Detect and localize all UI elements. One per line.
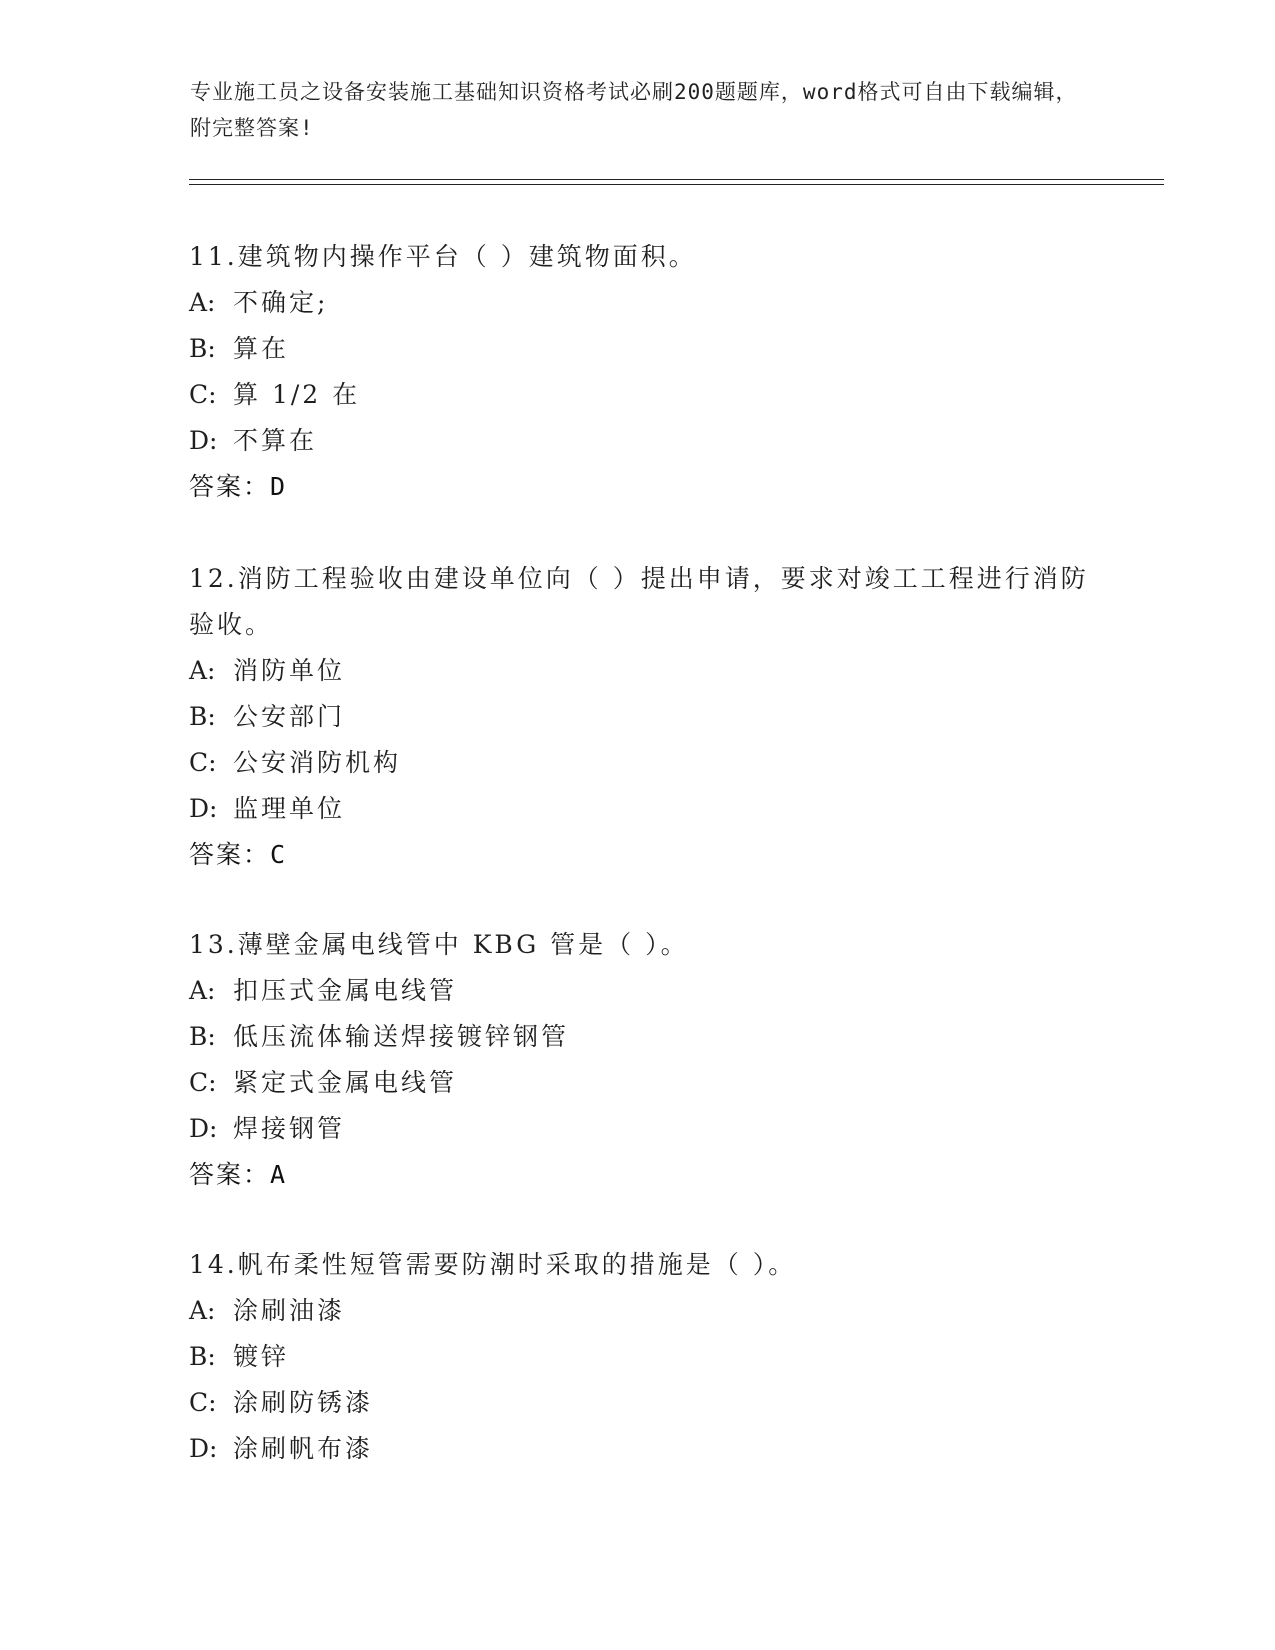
option-text: 公安部门 bbox=[233, 702, 346, 731]
option-a bbox=[189, 280, 1089, 326]
option-letter: C: bbox=[189, 748, 217, 777]
option-text: 扣压式金属电线管 bbox=[233, 976, 458, 1005]
option-letter: B: bbox=[189, 334, 216, 363]
option-b bbox=[189, 326, 1089, 372]
option-c bbox=[189, 1060, 1089, 1106]
option-text: 镀锌 bbox=[233, 1342, 290, 1371]
option-b bbox=[189, 1014, 1089, 1060]
option-b bbox=[189, 694, 1089, 740]
option-a bbox=[189, 968, 1089, 1014]
option-text: 紧定式金属电线管 bbox=[233, 1068, 458, 1097]
question-title: 12.消防工程验收由建设单位向（ ）提出申请，要求对竣工工程进行消防验收。 bbox=[189, 564, 1089, 639]
option-letter: C: bbox=[189, 380, 217, 409]
option-a bbox=[189, 1288, 1089, 1334]
option-text: 涂刷帆布漆 bbox=[233, 1434, 374, 1463]
question-title: 14.帆布柔性短管需要防潮时采取的措施是（ ）。 bbox=[189, 1250, 797, 1279]
answer-line bbox=[189, 1152, 1089, 1198]
option-c bbox=[189, 1380, 1089, 1426]
answer-value: D bbox=[270, 472, 286, 501]
option-c bbox=[189, 372, 1089, 418]
option-letter: B: bbox=[189, 702, 216, 731]
answer-line bbox=[189, 832, 1089, 878]
option-letter: A: bbox=[189, 288, 216, 317]
option-text: 算在 bbox=[233, 334, 290, 363]
option-text: 不算在 bbox=[233, 426, 318, 455]
question-11 bbox=[189, 234, 1089, 510]
option-b bbox=[189, 1334, 1089, 1380]
option-text: 不确定; bbox=[233, 288, 329, 317]
option-letter: A: bbox=[189, 976, 216, 1005]
question-13 bbox=[189, 922, 1089, 1198]
option-text: 公安消防机构 bbox=[233, 748, 402, 777]
answer-value: A bbox=[270, 1160, 286, 1189]
option-text: 焊接钢管 bbox=[233, 1114, 346, 1143]
answer-label: 答案： bbox=[189, 840, 271, 869]
option-letter: A: bbox=[189, 656, 216, 685]
question-12 bbox=[189, 556, 1089, 878]
option-d bbox=[189, 786, 1089, 832]
option-letter: D: bbox=[189, 794, 218, 823]
answer-line bbox=[189, 464, 1089, 510]
document-header: 专业施工员之设备安装施工基础知识资格考试必刷200题题库，word格式可自由下载编辑，附完整答案! bbox=[190, 80, 1078, 140]
option-letter: D: bbox=[189, 1114, 218, 1143]
option-text: 涂刷防锈漆 bbox=[233, 1388, 374, 1417]
option-text: 低压流体输送焊接镀锌钢管 bbox=[233, 1022, 570, 1051]
option-a bbox=[189, 648, 1089, 694]
answer-label: 答案： bbox=[189, 472, 271, 501]
option-d bbox=[189, 418, 1089, 464]
option-letter: A: bbox=[189, 1296, 216, 1325]
option-d bbox=[189, 1426, 1089, 1472]
header-divider-bottom bbox=[189, 184, 1164, 185]
question-14 bbox=[189, 1242, 1089, 1472]
question-title: 11.建筑物内操作平台（ ）建筑物面积。 bbox=[189, 242, 697, 271]
answer-value: C bbox=[270, 840, 286, 869]
option-text: 算 1/2 在 bbox=[233, 380, 361, 409]
option-letter: D: bbox=[189, 426, 218, 455]
option-text: 监理单位 bbox=[233, 794, 346, 823]
option-letter: C: bbox=[189, 1388, 217, 1417]
answer-label: 答案： bbox=[189, 1160, 271, 1189]
header-divider-top bbox=[189, 179, 1164, 180]
option-text: 消防单位 bbox=[233, 656, 346, 685]
option-letter: D: bbox=[189, 1434, 218, 1463]
option-letter: B: bbox=[189, 1022, 216, 1051]
option-c bbox=[189, 740, 1089, 786]
option-text: 涂刷油漆 bbox=[233, 1296, 346, 1325]
question-title: 13.薄壁金属电线管中 KBG 管是（ ）。 bbox=[189, 930, 689, 959]
option-letter: B: bbox=[189, 1342, 216, 1371]
option-letter: C: bbox=[189, 1068, 217, 1097]
option-d bbox=[189, 1106, 1089, 1152]
